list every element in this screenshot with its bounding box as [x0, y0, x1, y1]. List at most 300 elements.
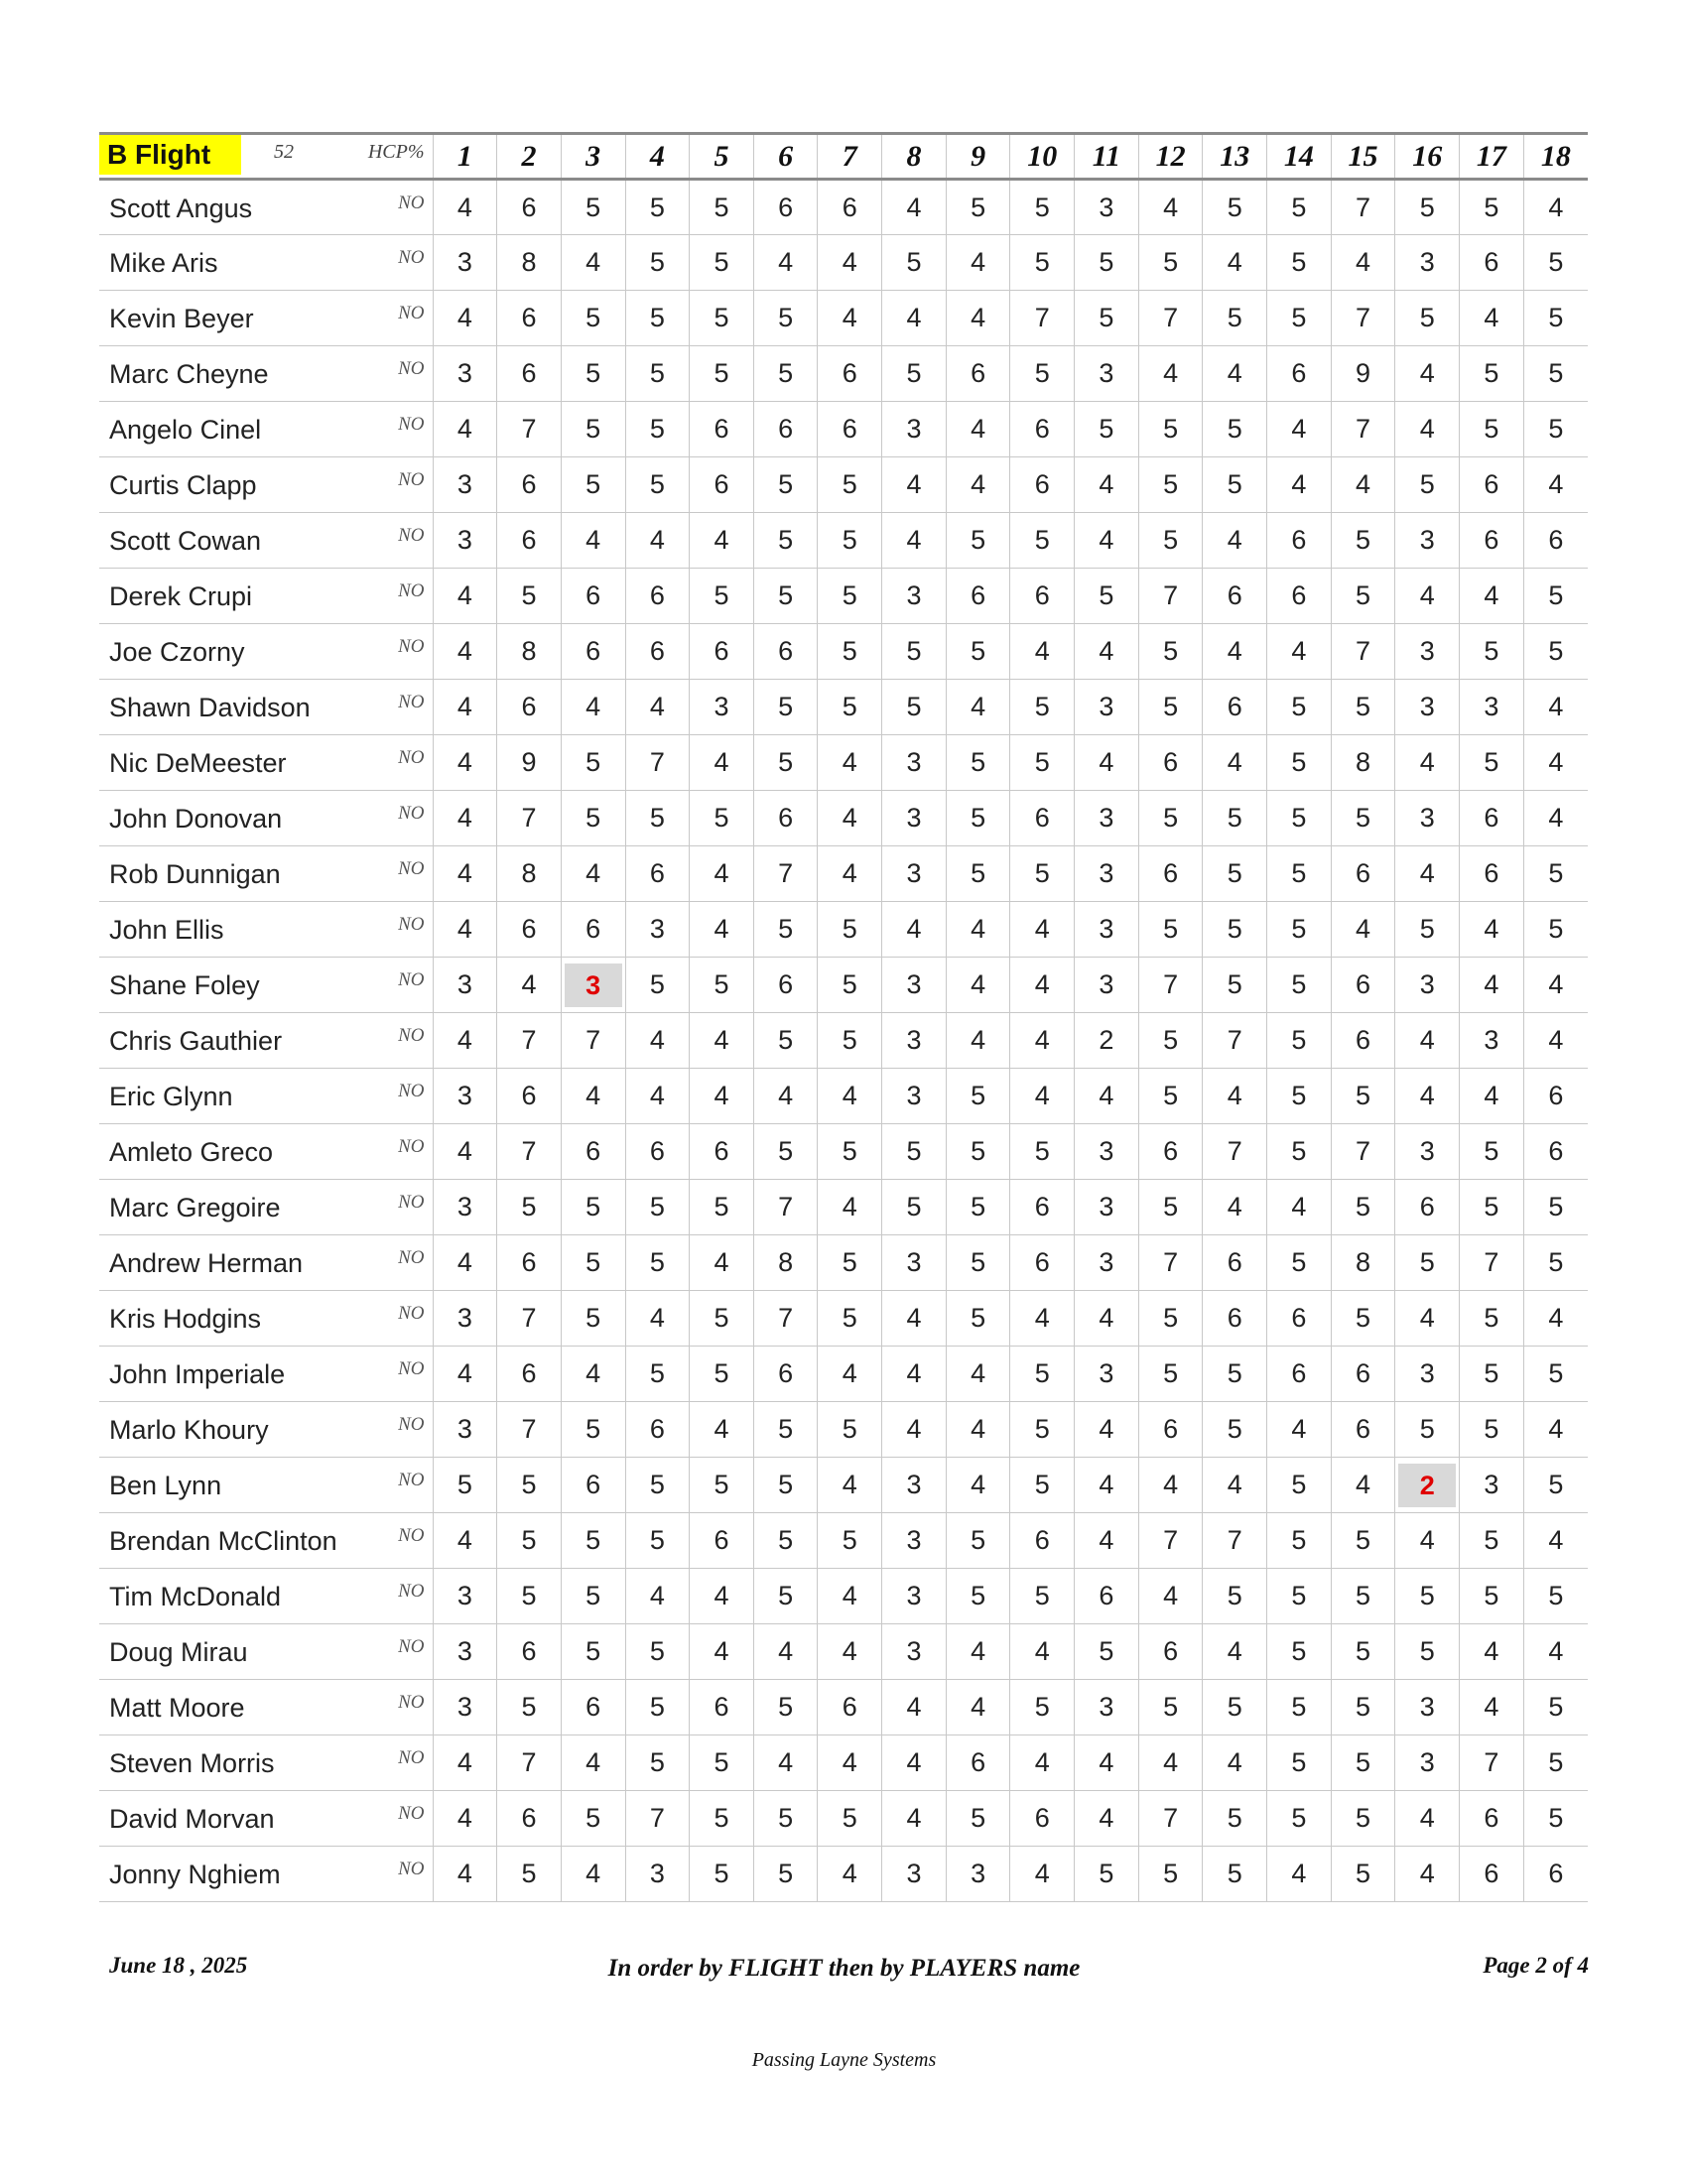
score-cell: 3 [433, 1624, 497, 1680]
score-cell: 5 [1203, 180, 1267, 235]
score-cell: 5 [497, 569, 562, 624]
player-name: Marc Gregoire [109, 1193, 281, 1222]
score-cell: 5 [1460, 1180, 1524, 1235]
player-name: Matt Moore [109, 1693, 245, 1723]
score-cell: 4 [882, 180, 947, 235]
hole-header: 6 [753, 134, 818, 180]
score-cell: 5 [1460, 1347, 1524, 1402]
score-cell: 4 [818, 1735, 882, 1791]
player-row [99, 180, 1588, 235]
score-cell: 5 [1331, 1569, 1395, 1624]
player-name: Andrew Herman [109, 1248, 304, 1278]
player-name: Ben Lynn [109, 1471, 222, 1500]
score-cell: 5 [1010, 235, 1075, 291]
score-cell: 3 [433, 1402, 497, 1458]
score-cell: 5 [946, 1069, 1010, 1124]
score-cell: 4 [1523, 1402, 1588, 1458]
score-cell: 4 [1203, 735, 1267, 791]
score-cell: 5 [497, 1458, 562, 1513]
score-cell: 4 [946, 1013, 1010, 1069]
score-cell: 3 [1075, 902, 1139, 958]
score-cell: 4 [818, 791, 882, 846]
score-cell: 5 [625, 1735, 690, 1791]
score-cell: 4 [690, 902, 754, 958]
score-cell: 5 [1331, 1069, 1395, 1124]
score-cell: 6 [1331, 1013, 1395, 1069]
player-hcp: NO [398, 1470, 425, 1490]
player-name: Doug Mirau [109, 1637, 248, 1667]
score-cell: 6 [1460, 235, 1524, 291]
player-cell [99, 1347, 433, 1402]
header-row [99, 134, 1588, 180]
score-cell: 3 [882, 958, 947, 1013]
score-cell: 3 [1075, 346, 1139, 402]
score-cell: 6 [1203, 569, 1267, 624]
score-cell: 5 [1010, 1347, 1075, 1402]
score-cell: 4 [818, 235, 882, 291]
hole-header: 15 [1331, 134, 1395, 180]
score-cell: 4 [561, 513, 625, 569]
score-cell: 5 [1523, 846, 1588, 902]
player-name: Rob Dunnigan [109, 859, 281, 889]
score-cell: 7 [497, 1013, 562, 1069]
score-cell: 5 [1460, 1402, 1524, 1458]
player-row [99, 1069, 1588, 1124]
score-cell: 3 [882, 1624, 947, 1680]
score-cell: 4 [882, 513, 947, 569]
score-cell: 5 [1523, 624, 1588, 680]
score-cell: 4 [1523, 680, 1588, 735]
score-cell: 5 [1138, 1180, 1203, 1235]
score-cell: 5 [753, 1680, 818, 1735]
score-cell: 3 [433, 958, 497, 1013]
player-name: Jonny Nghiem [109, 1860, 281, 1889]
score-cell: 5 [946, 1791, 1010, 1847]
score-cell: 7 [497, 1735, 562, 1791]
score-cell: 6 [497, 1347, 562, 1402]
player-row [99, 624, 1588, 680]
score-cell: 4 [433, 1347, 497, 1402]
hole-header: 1 [433, 134, 497, 180]
score-cell: 4 [1523, 1624, 1588, 1680]
score-cell: 6 [497, 680, 562, 735]
score-cell: 4 [1395, 569, 1460, 624]
score-cell: 5 [753, 1124, 818, 1180]
score-cell: 4 [1267, 1402, 1332, 1458]
score-cell: 6 [1331, 1402, 1395, 1458]
score-cell: 5 [625, 1458, 690, 1513]
score-cell: 3 [882, 1069, 947, 1124]
score-cell: 3 [1075, 1180, 1139, 1235]
score-cell: 5 [1010, 1124, 1075, 1180]
score-cell: 5 [946, 180, 1010, 235]
score-cell: 6 [1331, 1347, 1395, 1402]
player-cell [99, 457, 433, 513]
player-hcp: NO [398, 1303, 425, 1324]
hole-header: 5 [690, 134, 754, 180]
score-cell: 5 [625, 402, 690, 457]
player-hcp: NO [398, 247, 425, 268]
player-cell [99, 791, 433, 846]
player-row [99, 235, 1588, 291]
score-cell: 5 [1460, 624, 1524, 680]
score-cell: 5 [625, 791, 690, 846]
player-name: David Morvan [109, 1804, 275, 1834]
score-cell: 4 [818, 1569, 882, 1624]
score-cell: 5 [1331, 1791, 1395, 1847]
highlighted-score: 2 [1398, 1464, 1456, 1507]
score-cell: 5 [561, 1235, 625, 1291]
score-cell: 6 [1203, 680, 1267, 735]
score-cell: 5 [818, 958, 882, 1013]
score-cell: 5 [561, 1791, 625, 1847]
score-cell: 4 [1075, 1791, 1139, 1847]
player-cell [99, 180, 433, 235]
score-cell: 5 [690, 569, 754, 624]
player-cell [99, 1069, 433, 1124]
score-cell: 4 [1010, 1013, 1075, 1069]
score-cell: 4 [433, 1847, 497, 1902]
player-hcp: NO [398, 1525, 425, 1546]
score-cell: 6 [1203, 1235, 1267, 1291]
score-cell: 4 [690, 1013, 754, 1069]
score-cell: 5 [1010, 735, 1075, 791]
score-cell: 5 [1267, 680, 1332, 735]
score-cell: 5 [1460, 1124, 1524, 1180]
player-name: Shawn Davidson [109, 693, 311, 722]
score-cell: 5 [753, 1847, 818, 1902]
player-row [99, 958, 1588, 1013]
score-cell: 6 [1395, 1180, 1460, 1235]
score-cell: 7 [561, 1013, 625, 1069]
player-cell [99, 680, 433, 735]
score-cell: 7 [497, 1124, 562, 1180]
score-cell: 4 [1331, 235, 1395, 291]
score-cell: 5 [1267, 291, 1332, 346]
score-cell: 5 [946, 846, 1010, 902]
score-cell: 5 [818, 457, 882, 513]
score-cell: 6 [1460, 1847, 1524, 1902]
score-cell: 5 [625, 1180, 690, 1235]
score-cell: 6 [1138, 735, 1203, 791]
player-cell [99, 1458, 433, 1513]
score-cell: 5 [1395, 180, 1460, 235]
score-cell: 5 [625, 1624, 690, 1680]
score-cell: 5 [433, 1458, 497, 1513]
score-cell: 4 [1331, 1458, 1395, 1513]
hole-header: 11 [1075, 134, 1139, 180]
player-hcp: NO [398, 1247, 425, 1268]
player-hcp: NO [398, 193, 425, 213]
score-cell: 5 [818, 1513, 882, 1569]
score-cell: 5 [882, 624, 947, 680]
score-cell: 6 [1203, 1291, 1267, 1347]
score-cell: 6 [946, 346, 1010, 402]
score-cell: 4 [946, 402, 1010, 457]
score-cell: 5 [625, 180, 690, 235]
player-hcp: NO [398, 1192, 425, 1213]
score-cell: 5 [1267, 180, 1332, 235]
score-cell: 3 [882, 1458, 947, 1513]
score-cell: 4 [1460, 1624, 1524, 1680]
score-cell: 5 [1395, 1569, 1460, 1624]
score-cell: 4 [1075, 1402, 1139, 1458]
score-cell: 4 [433, 791, 497, 846]
score-cell: 6 [1267, 513, 1332, 569]
score-cell: 5 [1395, 457, 1460, 513]
score-cell: 5 [946, 1569, 1010, 1624]
score-cell: 5 [561, 1569, 625, 1624]
score-cell: 4 [1267, 624, 1332, 680]
score-cell: 7 [497, 791, 562, 846]
score-cell: 6 [690, 402, 754, 457]
score-cell: 3 [882, 1513, 947, 1569]
score-cell: 3 [1395, 680, 1460, 735]
score-cell: 6 [561, 1124, 625, 1180]
score-cell: 5 [1075, 1847, 1139, 1902]
player-name: Nic DeMeester [109, 748, 287, 778]
score-cell: 3 [946, 1847, 1010, 1902]
score-cell: 6 [690, 624, 754, 680]
score-cell: 7 [1203, 1124, 1267, 1180]
score-cell: 4 [882, 1680, 947, 1735]
score-cell: 6 [1075, 1569, 1139, 1624]
score-cell: 4 [433, 1124, 497, 1180]
player-cell [99, 1791, 433, 1847]
score-cell: 7 [1331, 402, 1395, 457]
score-cell: 8 [497, 624, 562, 680]
score-cell: 5 [1267, 791, 1332, 846]
score-cell: 6 [1267, 346, 1332, 402]
score-cell: 4 [433, 1235, 497, 1291]
score-cell: 5 [561, 1180, 625, 1235]
player-name: Brendan McClinton [109, 1526, 337, 1556]
score-cell: 5 [497, 1569, 562, 1624]
score-cell: 7 [1331, 291, 1395, 346]
score-cell: 5 [946, 735, 1010, 791]
score-cell: 5 [690, 1458, 754, 1513]
score-cell: 4 [1395, 1013, 1460, 1069]
score-cell: 6 [1460, 846, 1524, 902]
score-cell: 4 [1395, 346, 1460, 402]
score-cell: 7 [497, 1402, 562, 1458]
score-cell: 6 [1010, 457, 1075, 513]
score-cell: 4 [818, 1624, 882, 1680]
player-cell [99, 1180, 433, 1235]
score-cell: 6 [561, 902, 625, 958]
player-row [99, 1680, 1588, 1735]
score-cell: 5 [561, 1402, 625, 1458]
player-name: Kevin Beyer [109, 304, 254, 333]
score-cell: 5 [753, 291, 818, 346]
score-cell: 6 [1267, 1291, 1332, 1347]
flight-label: B Flight [99, 135, 241, 175]
score-cell: 6 [561, 624, 625, 680]
score-cell: 5 [753, 1791, 818, 1847]
score-cell: 5 [497, 1513, 562, 1569]
player-row [99, 1569, 1588, 1624]
score-cell: 5 [1010, 1680, 1075, 1735]
score-cell: 5 [818, 1291, 882, 1347]
score-cell: 5 [1010, 1569, 1075, 1624]
score-cell: 5 [1395, 1235, 1460, 1291]
score-cell: 4 [818, 1847, 882, 1902]
score-cell: 5 [753, 1513, 818, 1569]
score-cell: 5 [753, 569, 818, 624]
score-cell: 3 [882, 402, 947, 457]
score-cell: 5 [1138, 624, 1203, 680]
score-cell: 5 [1138, 1013, 1203, 1069]
score-cell: 4 [1075, 1291, 1139, 1347]
player-row [99, 1235, 1588, 1291]
score-cell: 4 [1010, 1291, 1075, 1347]
player-hcp: NO [398, 858, 425, 879]
score-cell: 4 [1267, 457, 1332, 513]
score-cell: 5 [1523, 1180, 1588, 1235]
score-cell: 6 [1331, 958, 1395, 1013]
player-hcp: NO [398, 969, 425, 990]
score-cell: 3 [1075, 680, 1139, 735]
score-cell: 6 [1010, 1791, 1075, 1847]
score-cell: 5 [690, 180, 754, 235]
player-name: Eric Glynn [109, 1082, 233, 1111]
score-cell: 4 [1331, 902, 1395, 958]
score-cell: 4 [1267, 1847, 1332, 1902]
player-name: Joe Czorny [109, 637, 245, 667]
score-cell: 7 [1138, 291, 1203, 346]
score-cell: 4 [1138, 1569, 1203, 1624]
score-cell: 6 [561, 569, 625, 624]
score-cell: 5 [1010, 1458, 1075, 1513]
player-row [99, 846, 1588, 902]
score-cell: 3 [433, 1291, 497, 1347]
player-hcp: NO [398, 358, 425, 379]
score-cell: 6 [1523, 1847, 1588, 1902]
score-cell: 5 [561, 1624, 625, 1680]
player-name: John Ellis [109, 915, 224, 945]
player-name: Steven Morris [109, 1748, 275, 1778]
score-cell: 4 [1523, 1513, 1588, 1569]
player-cell [99, 1735, 433, 1791]
score-cell: 6 [497, 180, 562, 235]
player-row [99, 402, 1588, 457]
player-row [99, 680, 1588, 735]
score-cell: 6 [1523, 1069, 1588, 1124]
player-row [99, 1180, 1588, 1235]
score-cell: 4 [690, 1569, 754, 1624]
score-cell: 4 [946, 680, 1010, 735]
score-cell: 4 [1203, 1735, 1267, 1791]
score-cell: 6 [818, 346, 882, 402]
score-cell: 9 [1331, 346, 1395, 402]
score-cell: 5 [1203, 402, 1267, 457]
score-cell: 5 [690, 1847, 754, 1902]
score-cell: 5 [1138, 680, 1203, 735]
score-cell: 5 [1138, 457, 1203, 513]
score-cell: 3 [1395, 1680, 1460, 1735]
score-cell: 5 [1331, 680, 1395, 735]
score-cell: 3 [882, 1569, 947, 1624]
score-cell: 5 [946, 1513, 1010, 1569]
score-cell: 3 [882, 1847, 947, 1902]
score-cell: 4 [1138, 1458, 1203, 1513]
score-cell: 5 [625, 457, 690, 513]
player-cell [99, 1624, 433, 1680]
score-cell: 4 [1395, 402, 1460, 457]
score-cell: 6 [753, 624, 818, 680]
score-cell: 3 [1075, 846, 1139, 902]
score-cell: 3 [1460, 1013, 1524, 1069]
score-cell: 4 [818, 1069, 882, 1124]
score-cell: 5 [882, 1180, 947, 1235]
score-cell: 5 [1203, 1569, 1267, 1624]
score-cell: 6 [497, 902, 562, 958]
score-cell: 4 [625, 513, 690, 569]
score-cell: 4 [1460, 291, 1524, 346]
score-cell: 5 [1460, 180, 1524, 235]
score-cell: 7 [1138, 1235, 1203, 1291]
score-cell: 5 [1523, 569, 1588, 624]
score-cell: 6 [753, 791, 818, 846]
player-row [99, 791, 1588, 846]
score-cell: 6 [1267, 1347, 1332, 1402]
score-cell: 4 [433, 846, 497, 902]
score-cell: 6 [1331, 846, 1395, 902]
score-cell: 5 [1267, 1069, 1332, 1124]
score-cell: 3 [1075, 1235, 1139, 1291]
score-cell: 6 [1138, 1624, 1203, 1680]
score-cell: 6 [1010, 791, 1075, 846]
score-cell: 7 [1010, 291, 1075, 346]
score-cell: 5 [946, 1235, 1010, 1291]
score-cell: 7 [625, 1791, 690, 1847]
score-cell: 3 [1395, 958, 1460, 1013]
score-cell: 4 [561, 1735, 625, 1791]
score-cell: 7 [497, 1291, 562, 1347]
player-hcp: NO [398, 1081, 425, 1101]
score-cell: 4 [625, 1013, 690, 1069]
score-cell: 4 [433, 680, 497, 735]
player-name: Marc Cheyne [109, 359, 269, 389]
player-cell [99, 291, 433, 346]
player-name: Shane Foley [109, 970, 260, 1000]
player-name: Marlo Khoury [109, 1415, 269, 1445]
score-cell: 6 [561, 1458, 625, 1513]
score-cell: 3 [1075, 1680, 1139, 1735]
score-cell: 5 [818, 902, 882, 958]
score-cell: 4 [1523, 1013, 1588, 1069]
score-cell: 5 [1460, 1513, 1524, 1569]
score-cell: 5 [625, 1680, 690, 1735]
score-cell: 4 [625, 1569, 690, 1624]
player-name: Mike Aris [109, 248, 218, 278]
player-name: Amleto Greco [109, 1137, 274, 1167]
score-cell: 7 [1460, 1235, 1524, 1291]
score-cell: 4 [1395, 1069, 1460, 1124]
player-cell [99, 402, 433, 457]
score-cell: 4 [1523, 791, 1588, 846]
score-cell: 4 [1460, 1680, 1524, 1735]
score-cell: 6 [1523, 1124, 1588, 1180]
score-cell: 4 [1523, 735, 1588, 791]
report-date: June 18 , 2025 [109, 1953, 248, 1978]
score-cell: 5 [1203, 791, 1267, 846]
player-hcp: NO [398, 1692, 425, 1713]
score-cell: 5 [690, 1791, 754, 1847]
score-cell: 4 [433, 1013, 497, 1069]
player-row [99, 1458, 1588, 1513]
score-cell: 3 [1075, 791, 1139, 846]
